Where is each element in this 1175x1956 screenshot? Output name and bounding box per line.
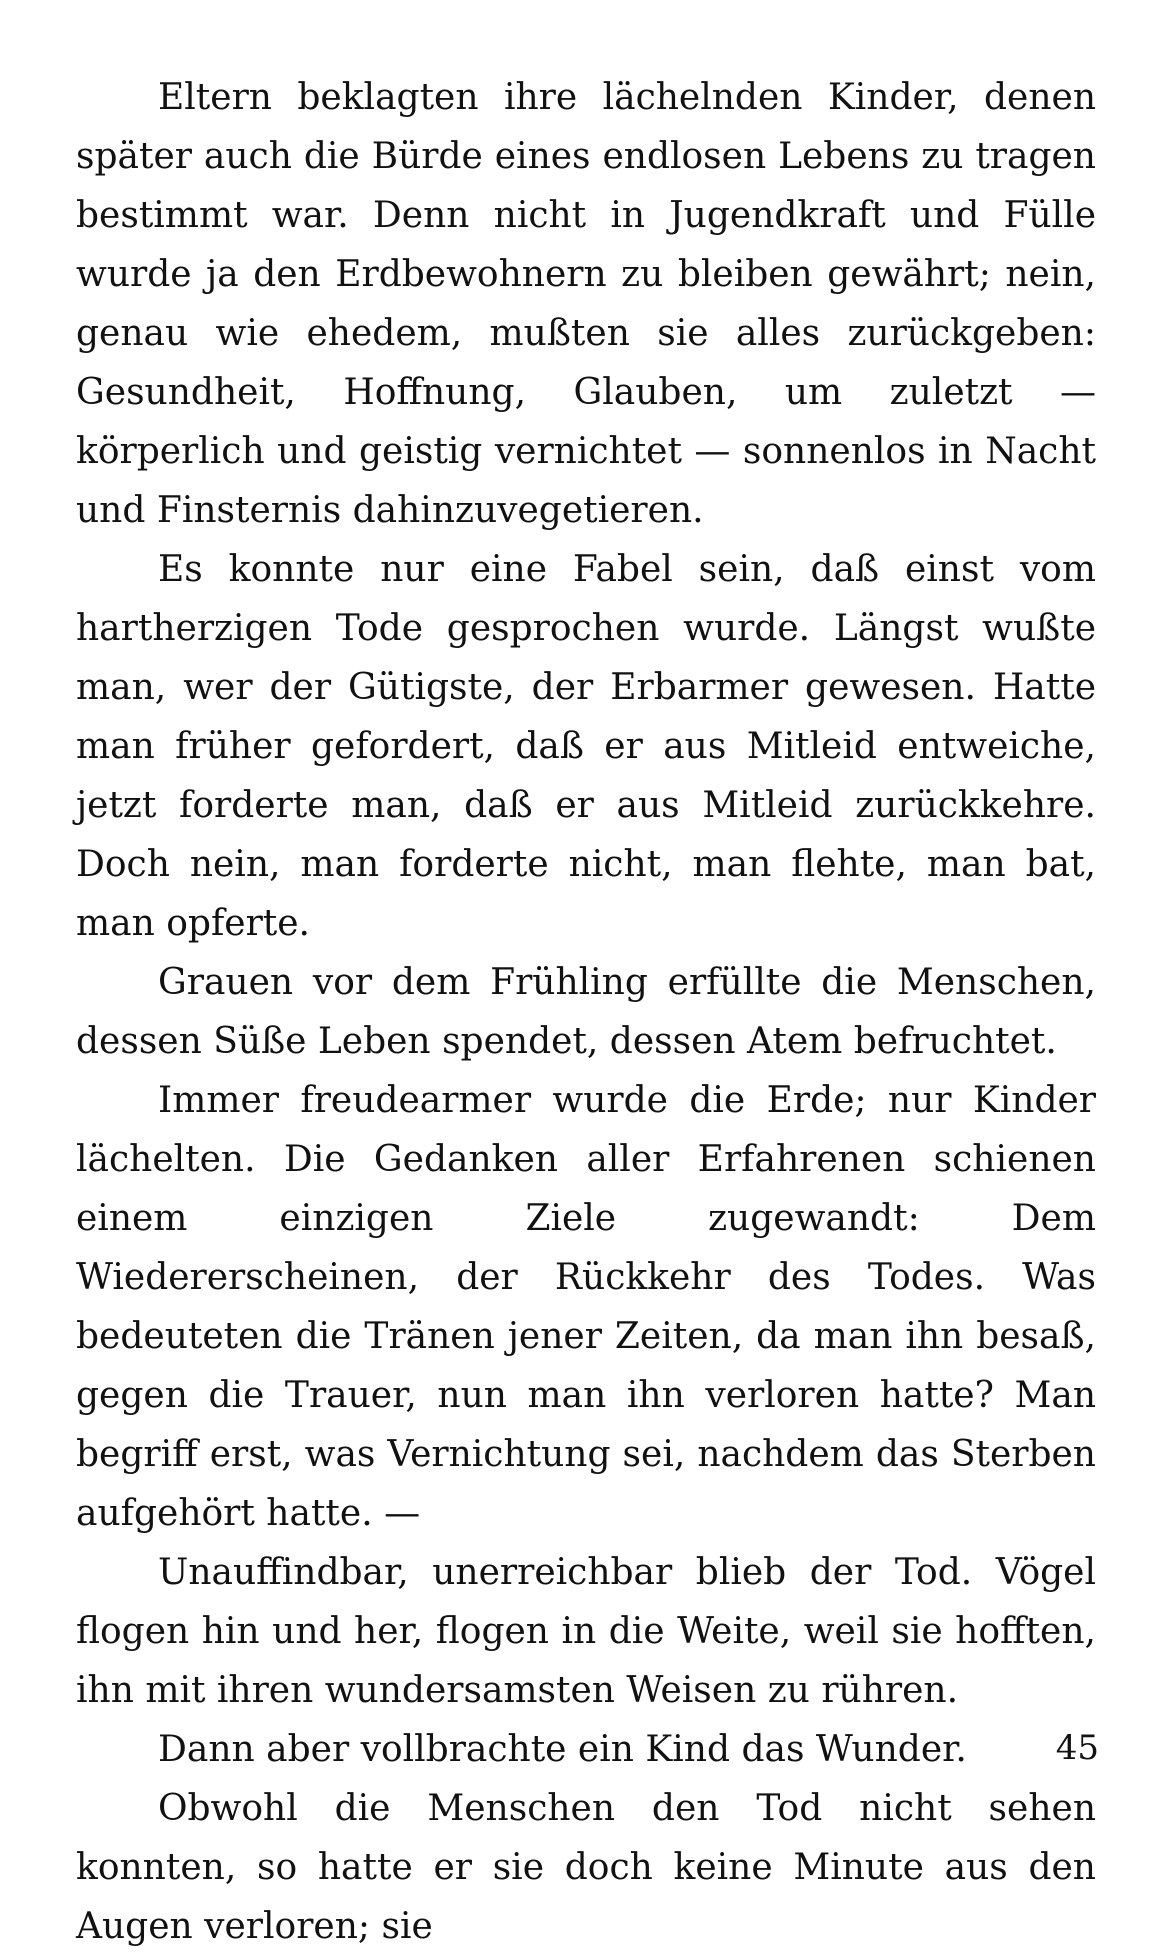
body-text xyxy=(76,68,1096,1956)
paragraph: Unauffindbar, unerreichbar blieb der Tod. Vögel flogen hin und her, flogen in die Weite, weil sie hofften, ihn mit ihren wundersamsten Weisen zu rühren. xyxy=(76,1552,1096,1711)
paragraph: Obwohl die Menschen den Tod nicht sehen konnten, so hatte er sie doch keine Minute aus den Augen verloren; sie xyxy=(76,1788,1096,1947)
paragraph: Immer freudearmer wurde die Erde; nur Kinder lächelten. Die Gedanken aller Erfahrenen schienen einem einzigen Ziele zugewandt: Dem Wiedererscheinen, der Rückkehr des Todes. Was bedeuteten die Tränen jener Zeiten, da man ihn besaß, gegen die Trauer, nun man ihn verloren hatte? Man begriff erst, was Vernichtung sei, nachdem das Sterben aufgehört hatte. — xyxy=(76,1080,1096,1534)
paragraph: Eltern beklagten ihre lächelnden Kinder, denen später auch die Bürde eines endlosen Lebens zu tragen bestimmt war. Denn nicht in Jugendkraft und Fülle wurde ja den Erdbewohnern zu bleiben gewährt; nein, genau wie ehedem, mußten sie alles zurückgeben: Gesundheit, Hoffnung, Glauben, um zuletzt — körperlich und geistig vernichtet — sonnenlos in Nacht und Finsternis dahinzuvegetieren. xyxy=(76,77,1096,531)
page-number: 45 xyxy=(1055,1728,1099,1768)
paragraph: Es konnte nur eine Fabel sein, daß einst vom hartherzigen Tode gesprochen wurde. Längst wußte man, wer der Gütigste, der Erbarmer gewesen. Hatte man früher gefordert, daß er aus Mitleid entweiche, jetzt forderte man, daß er aus Mitleid zurückkehre. Doch nein, man forderte nicht, man flehte, man bat, man opferte. xyxy=(76,549,1096,944)
paragraph: Grauen vor dem Frühling erfüllte die Menschen, dessen Süße Leben spendet, dessen Atem befruchtet. xyxy=(76,962,1096,1062)
paragraph: Dann aber vollbrachte ein Kind das Wunder. xyxy=(158,1729,967,1770)
